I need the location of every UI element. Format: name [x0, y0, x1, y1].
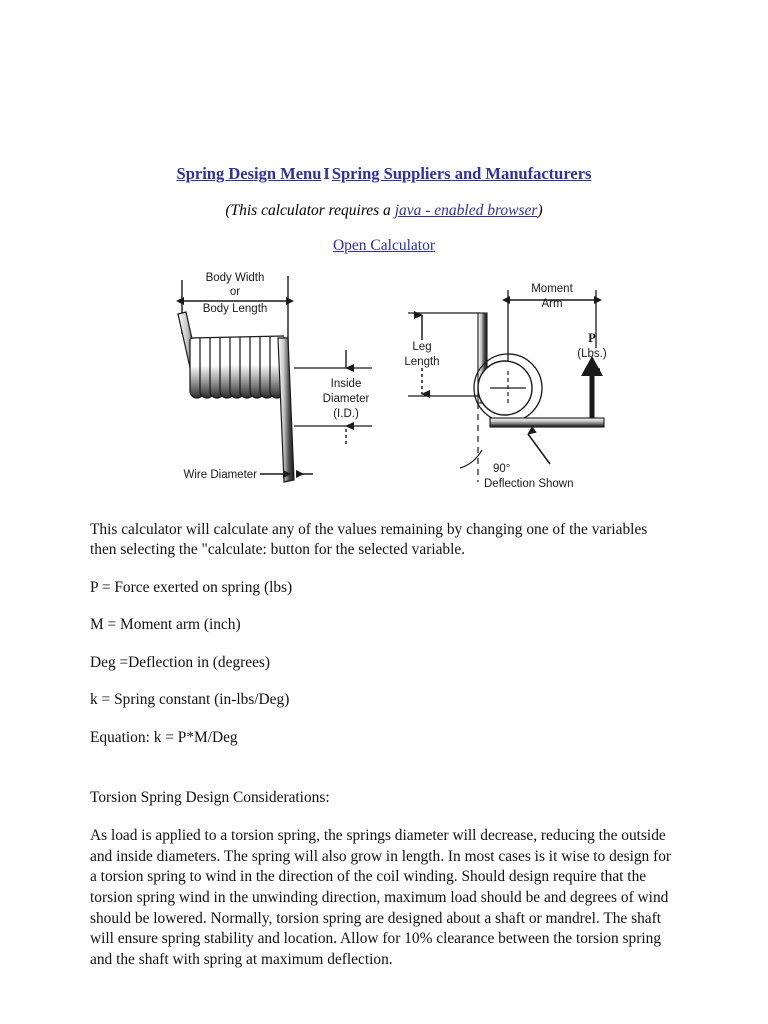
spring-suppliers-link[interactable]: Spring Suppliers and Manufacturers [331, 164, 592, 183]
label-deflection-shown: Deflection Shown [484, 478, 574, 490]
java-note-prefix: (This calculator requires a [225, 202, 395, 219]
considerations-paragraph: As load is applied to a torsion spring, the springs diameter will decrease, reducing the outside and inside diameters. The spring will also grow in length. In most cases is it wise to design for a torsion spring to wind in the direction of the coil winding. Should design require that the torsion spring wind in the unwinding direction, maximum load should be and degrees of wind should be lowered. Normally, torsion spring are designed about a shaft or mandrel. The shaft will ensure spring stability and location. Allow for 10% clearance between the torsion spring and the shaft with spring at maximum deflection. [90, 827, 672, 968]
label-moment: Moment [531, 283, 573, 295]
variable-deg: Deg =Deflection in (degrees) [90, 653, 271, 671]
label-wire-diameter: Wire Diameter [183, 469, 257, 481]
horizontal-leg [490, 418, 604, 427]
deflection-pointer-arrow [528, 434, 550, 464]
label-body-length: Body Length [202, 303, 268, 315]
nav-separator: I [323, 164, 330, 183]
intro-paragraph: This calculator will calculate any of the values remaining by changing one of the variables then selecting the "calculate: button for the selected variable. [90, 521, 648, 559]
calculator-description [90, 520, 675, 748]
java-requirement-note [0, 202, 768, 220]
label-or: or [229, 286, 241, 298]
considerations-heading: Torsion Spring Design Considerations: [90, 789, 330, 806]
torsion-spring-diagram [160, 268, 640, 508]
open-calculator-link[interactable]: Open Calculator [332, 237, 435, 254]
label-leg: Leg [412, 341, 432, 353]
label-arm: Arm [541, 298, 563, 310]
torsion-spring-diagram-svg [160, 268, 640, 508]
right-spring-illustration [408, 290, 604, 482]
open-calculator-row [0, 237, 768, 255]
label-p: P [588, 331, 596, 345]
variable-k: k = Spring constant (in-lbs/Deg) [90, 691, 290, 709]
coil-stack [190, 337, 284, 398]
variable-p: P = Force exerted on spring (lbs) [90, 578, 293, 596]
label-diameter: Diameter [322, 393, 370, 405]
equation-line: Equation: k = P*M/Deg [90, 728, 238, 746]
label-lbs: (Lbs.) [577, 348, 607, 360]
label-length: Length [404, 356, 440, 368]
variable-m: M = Moment arm (inch) [90, 616, 241, 634]
label-body-width: Body Width [205, 272, 265, 284]
label-inside: Inside [330, 378, 362, 390]
top-navigation [0, 165, 768, 183]
label-angle-90: 90° [493, 463, 511, 475]
right-tang [278, 338, 294, 482]
java-note-suffix: ) [537, 202, 543, 219]
java-enabled-browser-link[interactable]: java - enabled browser [394, 202, 538, 219]
label-id-abbrev: (I.D.) [333, 408, 359, 420]
spring-design-menu-link[interactable]: Spring Design Menu [176, 164, 322, 183]
